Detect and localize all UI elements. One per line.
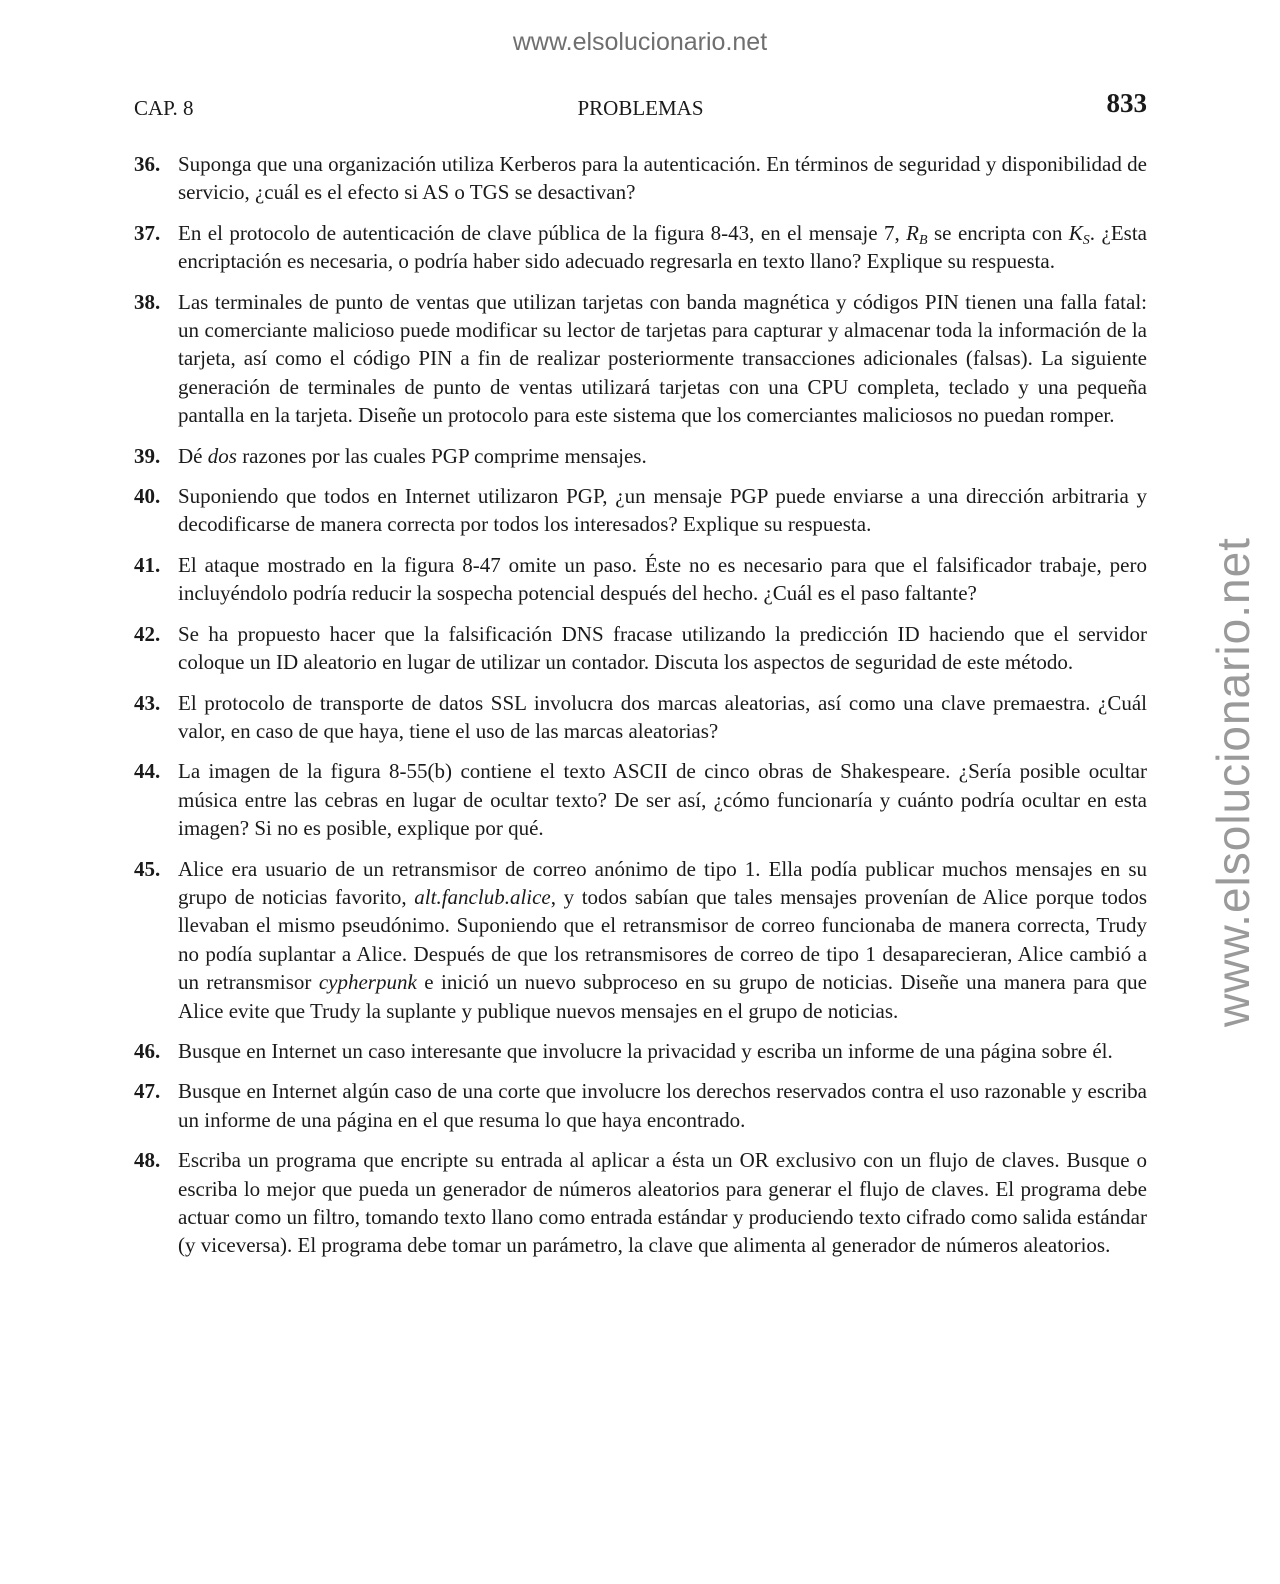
problem-text	[178, 219, 1147, 276]
text-segment: Suponiendo que todos en Internet utilizaron PGP, ¿un mensaje PGP puede enviarse a una dirección arbitraria y decodificarse de manera correcta por todos los interesados? Explique su respuesta.	[178, 484, 1147, 537]
text-segment: Escriba un programa que encripte su entrada al aplicar a ésta un OR exclusivo con un flujo de claves. Busque o escriba lo mejor que pueda un generador de números aleatorios para generar el flujo de claves. El programa debe actuar como un filtro, tomando texto llano como entrada estándar y produciendo texto cifrado como salida estándar (y viceversa). El programa debe tomar un parámetro, la clave que alimenta al generador de números aleatorios.	[178, 1148, 1147, 1258]
text-segment: La imagen de la figura 8-55(b) contiene el texto ASCII de cinco obras de Shakespeare. ¿Sería posible ocultar música entre las cebras en lugar de ocultar texto? De ser así, ¿cómo funcionaría y cuánto podría ocultar en esta imagen? Si no es posible, explique por qué.	[178, 759, 1147, 841]
problem-text	[178, 1146, 1147, 1260]
problem-text	[178, 442, 1147, 470]
problem-number: 40.	[134, 484, 161, 509]
problem-number: 44.	[134, 759, 161, 784]
section-title: PROBLEMAS	[577, 96, 704, 120]
text-segment: En el protocolo de autenticación de clave pública de la figura 8-43, en el mensaje 7,	[178, 220, 907, 245]
text-segment: e inició un nuevo subproceso en su grupo de noticias. Diseñe una manera para que Alice evite que Trudy la suplante y publique nuevos mensajes en el grupo de noticias.	[178, 970, 1147, 1023]
text-segment: El ataque mostrado en la figura 8-47 omite un paso. Éste no es necesario para que el falsificador trabaje, pero incluyéndolo podría reducir la sospecha potencial después del hecho. ¿Cuál es el paso faltante?	[178, 552, 1147, 606]
problem-number: 37.	[134, 220, 161, 245]
watermark-side: www.elsolucionario.net	[1207, 537, 1259, 1027]
problem-text	[178, 482, 1147, 539]
problem-number: 41.	[134, 552, 161, 577]
problem-item	[134, 1146, 1147, 1260]
problem-number: 48.	[134, 1148, 161, 1173]
text-segment: , y todos sabían que tales mensajes provenían de Alice porque todos llevaban el mismo pseudónimo. Suponiendo que el retransmisor de correo funcionaba de manera correcta, Trudy no podía suplantar a Alice. Después de que los retransmisores de correo de tipo 1 desaparecieran, Alice cambió a un retransmisor	[178, 884, 1148, 995]
problem-text	[178, 551, 1147, 608]
problem-number: 46.	[134, 1038, 161, 1063]
text-segment: Se ha propuesto hacer que la falsificación DNS fracase utilizando la predicción ID haciendo que el servidor coloque un ID aleatorio en lugar de utilizar un contador. Discuta los aspectos de seguridad de este método.	[178, 621, 1147, 675]
problem-text	[178, 1037, 1147, 1065]
chapter-label: CAP. 8	[134, 96, 194, 120]
problem-number: 42.	[134, 621, 161, 646]
problem-text	[178, 288, 1147, 430]
problem-text	[178, 757, 1147, 842]
italic-text: R	[906, 220, 919, 245]
italic-text: cypherpunk	[318, 970, 417, 995]
page-header	[134, 88, 1147, 128]
problem-item	[134, 855, 1147, 1025]
subscript-letter: B	[919, 232, 928, 248]
text-segment: razones por las cuales PGP comprime mensajes.	[236, 443, 647, 468]
problem-number: 43.	[134, 690, 161, 715]
problem-number: 39.	[134, 443, 161, 468]
problem-text	[178, 1077, 1147, 1134]
text-segment: Dé	[178, 443, 208, 468]
text-segment: El protocolo de transporte de datos SSL involucra dos marcas aleatorias, así como una clave premaestra. ¿Cuál valor, en caso de que haya, tiene el uso de las marcas aleatorias?	[178, 690, 1147, 743]
text-segment: se encripta con	[927, 220, 1069, 245]
subscript-text	[919, 233, 928, 248]
problem-item	[134, 150, 1147, 207]
problem-item	[134, 1077, 1147, 1134]
watermark-top: www.elsolucionario.net	[512, 28, 768, 56]
problem-item	[134, 689, 1147, 746]
problem-item	[134, 1037, 1147, 1065]
problem-item	[134, 551, 1147, 608]
page-number: 833	[1106, 88, 1147, 118]
text-segment: Alice era usuario de un retransmisor de correo anónimo de tipo 1. Ella podía publicar muchos mensajes en su grupo de noticias favorito,	[178, 856, 1147, 909]
italic-text: K	[1068, 220, 1083, 245]
italic-text: alt.fanclub.alice	[414, 884, 551, 909]
problem-text	[178, 855, 1147, 1025]
italic-text: dos	[207, 443, 237, 468]
problem-number: 45.	[134, 856, 161, 881]
text-segment: Las terminales de punto de ventas que utilizan tarjetas con banda magnética y códigos PIN tienen una falla fatal: un comerciante malicioso puede modificar su lector de tarjetas para capturar y almacenar toda la información de la tarjeta, así como el código PIN a fin de realizar posteriormente transacciones adicionales (falsas). La siguiente generación de terminales de punto de ventas utilizará tarjetas con una CPU completa, teclado y una pequeña pantalla en la tarjeta. Diseñe un protocolo para este sistema que los comerciantes maliciosos no puedan romper.	[178, 289, 1147, 428]
problem-item	[134, 288, 1147, 430]
problem-text	[178, 689, 1147, 746]
subscript-text	[1083, 233, 1090, 248]
text-segment: Busque en Internet un caso interesante que involucre la privacidad y escriba un informe de una página sobre él.	[178, 1038, 1113, 1063]
problem-item	[134, 620, 1147, 677]
problem-list	[134, 150, 1147, 1272]
problem-item	[134, 482, 1147, 539]
problem-item	[134, 757, 1147, 842]
problem-item	[134, 219, 1147, 276]
problem-number: 38.	[134, 289, 161, 314]
problem-number: 47.	[134, 1079, 161, 1104]
text-segment: Busque en Internet algún caso de una corte que involucre los derechos reservados contra el uso razonable y escriba un informe de una página en el que resuma lo que haya encontrado.	[178, 1079, 1147, 1132]
problem-number: 36.	[134, 152, 161, 176]
problem-item	[134, 442, 1147, 470]
text-segment: . ¿Esta encriptación es necesaria, o podría haber sido adecuado regresarla en texto llano? Explique su respuesta.	[178, 220, 1147, 274]
problem-text	[178, 150, 1147, 207]
subscript-letter: S	[1082, 232, 1090, 248]
problem-text	[178, 620, 1147, 677]
text-segment: Suponga que una organización utiliza Kerberos para la autenticación. En términos de seguridad y disponibilidad de servicio, ¿cuál es el efecto si AS o TGS se desactivan?	[178, 152, 1147, 205]
